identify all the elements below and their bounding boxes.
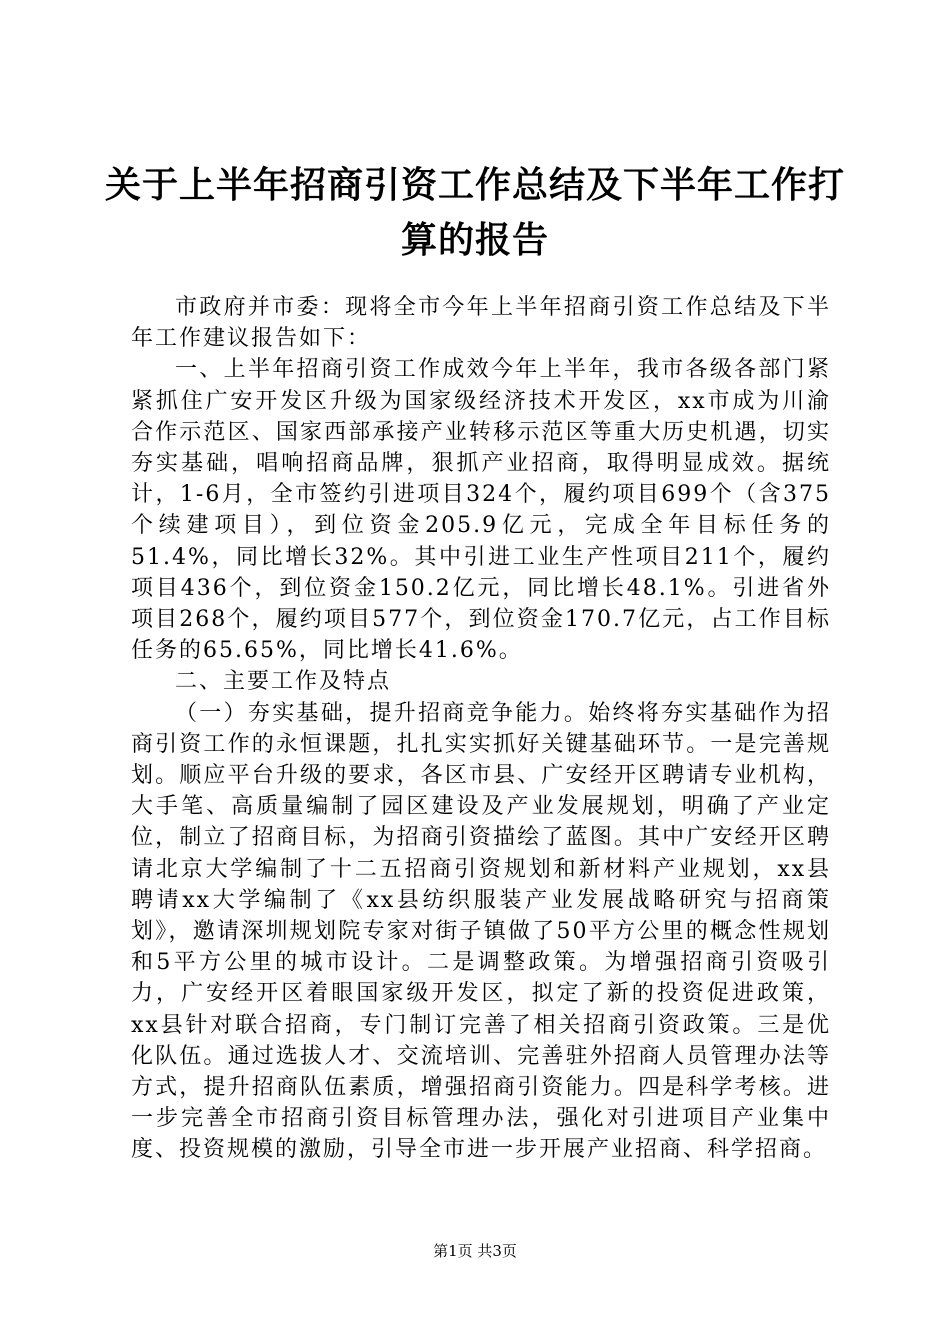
paragraph-section-2-heading: 二、主要工作及特点 xyxy=(175,669,392,695)
document-title-line-2: 算的报告 xyxy=(400,219,549,261)
paragraph-subsection-1: （一）夯实基础，提升招商竞争能力。始终将夯实基础作为招商引资工作的永恒课题，扎扎实实抓好关键基础环节。一是完善规划。顺应平台升级的要求，各区市县、广安经开区聘请专业机构，大手笔、高质量编制了园区建设及产业发展规划，明确了产业定位，制立了招商目标，为招商引资描绘了蓝图。其中广安经开区聘请北京大学编制了十二五招商引资规划和新材料产业规划，xx县聘请xx大学编制了《xx县纺织服装产业发展战略研究与招商策划》，邀请深圳规划院专家对街子镇做了50平方公里的概念性规划和5平方公里的城市设计。二是调整政策。为增强招商引资吸引力，广安经开区着眼国家级开发区，拟定了新的投资促进政策，xx县针对联合招商，专门制订完善了相关招商引资政策。三是优化队伍。通过选拔人才、交流培训、完善驻外招商人员管理办法等方式，提升招商队伍素质，增强招商引资能力。四是科学考核。进一步完善全市招商引资目标管理办法，强化对引进项目产业集中度、投资规模的激励，引导全市进一步开展产业招商、科学招商。 xyxy=(131,700,831,1163)
paragraph-section-1: 一、上半年招商引资工作成效今年上半年，我市各级各部门紧紧抓住广安开发区升级为国家级经济技术开发区，xx市成为川渝合作示范区、国家西部承接产业转移示范区等重大历史机遇，切实夯实基础，唱响招商品牌，狠抓产业招商，取得明显成效。据统计，1-6月，全市签约引进项目324个，履约项目699个（含375个续建项目），到位资金205.9亿元，完成全年目标任务的51.4%，同比增长32%。其中引进工业生产性项目211个，履约项目436个，到位资金150.2亿元，同比增长48.1%。引进省外项目268个，履约项目577个，到位资金170.7亿元，占工作目标任务的65.65%，同比增长41.6%。 xyxy=(131,357,831,664)
document-body xyxy=(131,292,831,1166)
paragraph-salutation: 市政府并市委：现将全市今年上半年招商引资工作总结及下半年工作建议报告如下： xyxy=(131,295,831,352)
page-footer: 第1页 共3页 xyxy=(433,1242,517,1260)
document-title-line-1: 关于上半年招商引资工作总结及下半年工作打 xyxy=(104,164,845,206)
